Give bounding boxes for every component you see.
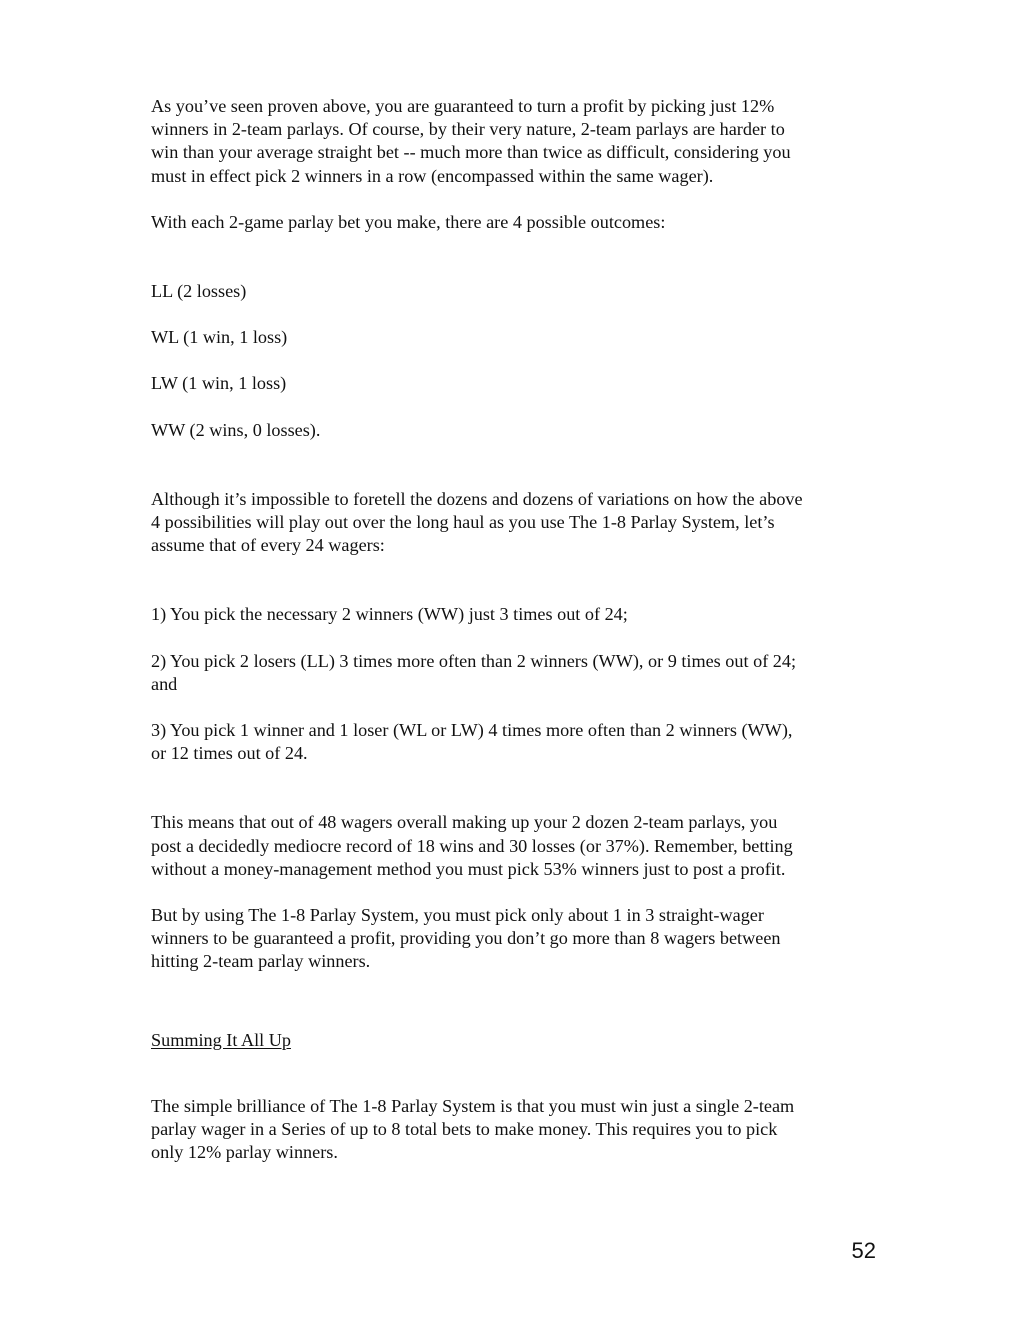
outcomes-list <box>151 280 881 442</box>
summary-paragraph: The simple brilliance of The 1-8 Parlay System is that you must win just a single 2-team parlay wager in a Series of up to 8 total bets to make money. This requires you to pick only 12% parlay winners. <box>151 1095 795 1163</box>
scenario-item: 3) You pick 1 winner and 1 loser (WL or LW) 4 times more often than 2 winners (WW), or 12 times out of 24. <box>151 720 793 764</box>
page-number: 52 <box>851 1238 876 1263</box>
assumption-paragraph: Although it’s impossible to foretell the dozens and dozens of variations on how the above 4 possibilities will play out over the long haul as you use The 1-8 Parlay System, let’s assume that of every 24 wagers: <box>151 488 803 556</box>
outcome-item: WL (1 win, 1 loss) <box>151 327 288 348</box>
scenario-item: 2) You pick 2 losers (LL) 3 times more often than 2 winners (WW), or 9 times out of 24; and <box>151 650 797 694</box>
outcome-item: LL (2 losses) <box>151 281 247 302</box>
section-heading: Summing It All Up <box>151 1029 291 1050</box>
outcomes-intro-paragraph: With each 2-game parlay bet you make, there are 4 possible outcomes: <box>151 211 666 232</box>
meaning-paragraph: This means that out of 48 wagers overall making up your 2 dozen 2-team parlays, you post a decidedly mediocre record of 18 wins and 30 losses (or 37%). Remember, betting without a money-management method you must pick 53% winners just to post a profit. <box>151 812 793 879</box>
intro-paragraph: As you’ve seen proven above, you are guaranteed to turn a profit by picking just 12% winners in 2-team parlays. Of course, by their very nature, 2-team parlays are harder to win than your average straight bet -- much more than twice as difficult, considering you must in effect pick 2 winners in a row (encompassed within the same wager). <box>151 96 791 186</box>
outcome-item: LW (1 win, 1 loss) <box>151 373 287 394</box>
scenarios-list <box>151 603 881 765</box>
outcome-item: WW (2 wins, 0 losses). <box>151 419 321 440</box>
scenario-item: 1) You pick the necessary 2 winners (WW) just 3 times out of 24; <box>151 604 628 625</box>
system-paragraph: But by using The 1-8 Parlay System, you must pick only about 1 in 3 straight-wager winners to be guaranteed a profit, providing you don’t go more than 8 wagers between hitting 2-team parlay winners. <box>151 905 781 972</box>
document-page <box>151 95 881 1164</box>
